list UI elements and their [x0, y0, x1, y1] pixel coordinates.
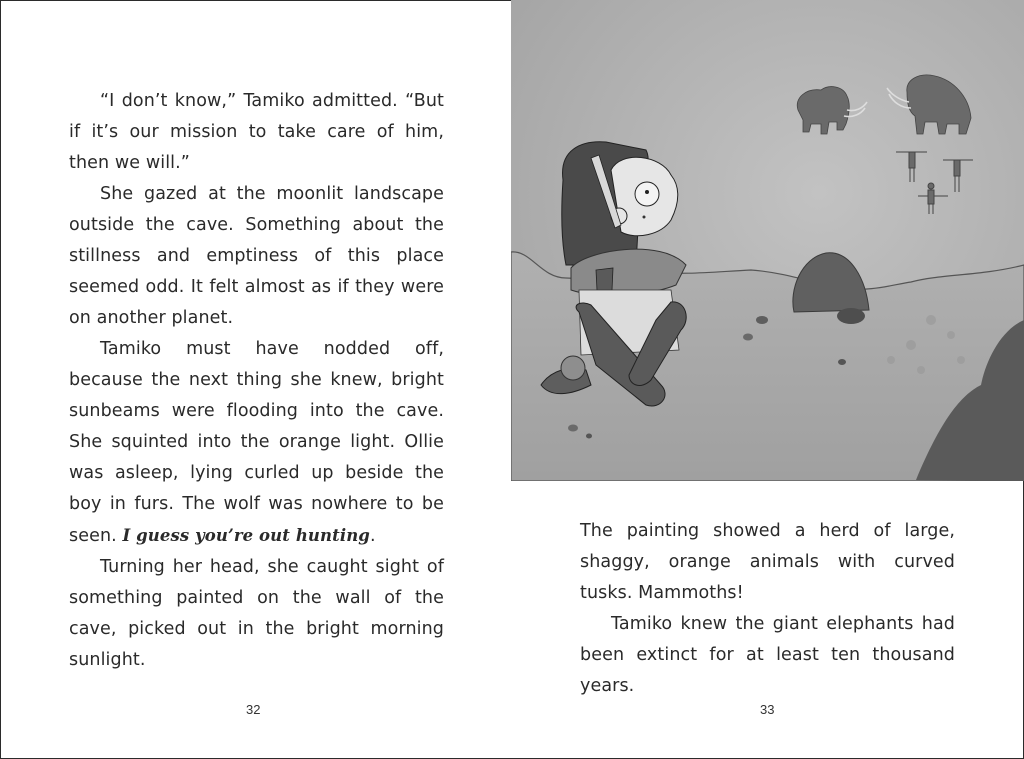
- paragraph: “I don’t know,” Tamiko admitted. “But if it’s our mission to take care of him, then we will.”: [69, 91, 444, 173]
- illustration-artwork: [511, 0, 1024, 481]
- left-page-text: [69, 86, 444, 676]
- paragraph: She gazed at the moonlit landscape outside the cave. Something about the stillness and emptiness of this place seemed odd. It felt almost as if they were on another planet.: [69, 184, 444, 328]
- paragraph-text: Tamiko must have nodded off, because the next thing she knew, bright sunbeams were flooding into the cave. She squinted into the orange light. Ollie was asleep, lying curled up beside the boy in furs. The wolf was nowhere to be seen.: [69, 339, 444, 546]
- inner-thought-italic: I guess you’re out hunting: [122, 526, 370, 545]
- paragraph-text: .: [369, 526, 376, 546]
- left-page: [0, 0, 511, 759]
- cave-painting-illustration: [511, 0, 1024, 481]
- paragraph: Turning her head, she caught sight of something painted on the wall of the cave, picked out in the bright morning sunlight.: [69, 557, 444, 670]
- page-number: 33: [760, 702, 775, 717]
- paragraph: The painting showed a herd of large, shaggy, orange animals with curved tusks. Mammoths!: [580, 521, 955, 603]
- page-number: 32: [246, 702, 261, 717]
- right-page-text: [580, 516, 955, 702]
- paragraph: Tamiko knew the giant elephants had been extinct for at least ten thousand years.: [580, 614, 955, 696]
- paragraph: [69, 334, 444, 552]
- right-page: [511, 0, 1024, 759]
